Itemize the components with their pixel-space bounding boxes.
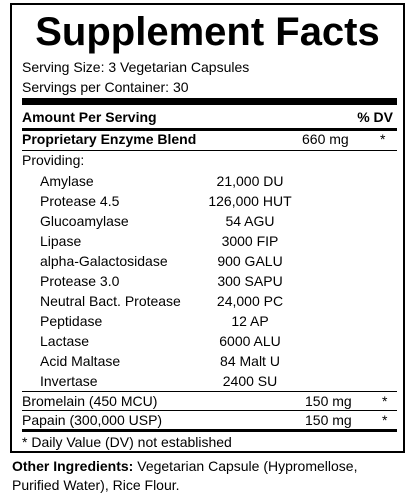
enzyme-amount: 6000 ALU xyxy=(219,333,281,349)
footnote: * Daily Value (DV) not established xyxy=(22,434,232,450)
blend-amount: 660 mg xyxy=(302,131,349,147)
blend-name: Proprietary Enzyme Blend xyxy=(22,131,197,147)
enzyme-name: Amylase xyxy=(40,173,94,189)
papain-name: Papain (300,000 USP) xyxy=(22,412,163,428)
amount-per-serving-label: Amount Per Serving xyxy=(22,109,157,125)
enzyme-amount: 21,000 DU xyxy=(216,173,284,189)
enzyme-amount: 900 GALU xyxy=(217,253,283,269)
enzyme-name: Lipase xyxy=(40,233,82,249)
enzyme-name: alpha-Galactosidase xyxy=(40,253,168,269)
medium-divider xyxy=(22,429,397,432)
enzyme-amount: 84 Malt U xyxy=(220,353,280,369)
servings-per-container: Servings per Container: 30 xyxy=(22,79,189,95)
enzyme-amount: 3000 FIP xyxy=(221,233,279,249)
enzyme-name: Lactase xyxy=(40,333,90,349)
enzyme-amount: 24,000 PC xyxy=(216,293,284,309)
enzyme-amount: 54 AGU xyxy=(225,213,275,229)
enzyme-name: Neutral Bact. Protease xyxy=(40,293,181,309)
other-ingredients-label: Other Ingredients: xyxy=(12,458,134,474)
providing-label: Providing: xyxy=(22,152,85,168)
enzyme-amount: 12 AP xyxy=(231,313,269,329)
bromelain-dv: * xyxy=(382,393,388,409)
enzyme-name: Invertase xyxy=(40,373,98,389)
dv-header: % DV xyxy=(357,109,393,125)
papain-amount: 150 mg xyxy=(305,412,352,428)
other-ingredients-text: Vegetarian Capsule (Hypromellose, Purified Water), Rice Flour. xyxy=(12,458,358,493)
panel-title: Supplement Facts xyxy=(35,10,380,54)
enzyme-name: Protease 3.0 xyxy=(40,273,120,289)
enzyme-amount: 126,000 HUT xyxy=(208,193,292,209)
supplement-facts-panel xyxy=(10,3,405,453)
enzyme-name: Acid Maltase xyxy=(40,353,121,369)
bromelain-amount: 150 mg xyxy=(305,393,352,409)
enzyme-amount: 300 SAPU xyxy=(217,273,283,289)
papain-dv: * xyxy=(382,412,388,428)
enzyme-name: Peptidase xyxy=(40,313,103,329)
serving-size: Serving Size: 3 Vegetarian Capsules xyxy=(22,59,250,75)
bromelain-name: Bromelain (450 MCU) xyxy=(22,393,158,409)
enzyme-name: Protease 4.5 xyxy=(40,193,120,209)
blend-dv: * xyxy=(380,131,386,147)
enzyme-amount: 2400 SU xyxy=(222,373,278,389)
enzyme-name: Glucoamylase xyxy=(40,213,129,229)
other-ingredients xyxy=(12,457,407,495)
thick-divider xyxy=(22,98,397,105)
